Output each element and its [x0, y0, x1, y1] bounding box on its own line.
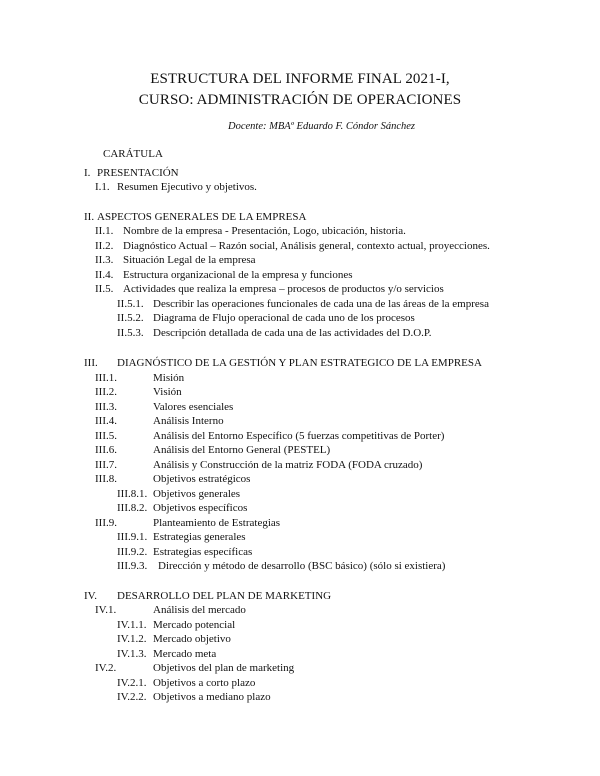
subsection-title: Análisis del mercado: [153, 604, 246, 616]
subsubsection-number: IV.2.2.: [117, 691, 147, 703]
subsection-number: III.7.: [95, 459, 117, 471]
subsection-number: II.4.: [95, 269, 114, 281]
subsection-number: III.1.: [95, 372, 117, 384]
subsubsection-number: III.8.1.: [117, 488, 148, 500]
subsection-title: Análisis del Entorno Específico (5 fuerzas competitivas de Porter): [153, 430, 445, 442]
subsubsection-number: II.5.3.: [117, 327, 144, 339]
section-number: I.: [84, 167, 91, 179]
subsection-number: II.3.: [95, 254, 114, 266]
document-title-line-1: ESTRUCTURA DEL INFORME FINAL 2021-I,: [150, 71, 450, 87]
subsubsection-title: Objetivos generales: [153, 488, 241, 500]
docente-line: Docente: MBAº Eduardo F. Cóndor Sánchez: [228, 121, 415, 132]
subsection-number: II.5.: [95, 283, 114, 295]
subsubsection-title: Diagrama de Flujo operacional de cada uno de los procesos: [153, 312, 415, 324]
subsection-number: III.8.: [95, 473, 117, 485]
subsection-number: III.2.: [95, 386, 117, 398]
subsubsection-number: III.9.3.: [117, 560, 148, 572]
subsection-title: Situación Legal de la empresa: [123, 254, 256, 266]
subsubsection-title: Mercado objetivo: [153, 633, 231, 645]
section-title: ASPECTOS GENERALES DE LA EMPRESA: [97, 211, 307, 223]
subsubsection-title: Objetivos a corto plazo: [153, 677, 256, 689]
section-number: IV.: [84, 590, 97, 602]
subsubsection-number: II.5.2.: [117, 312, 144, 324]
subsubsection-number: III.8.2.: [117, 502, 148, 514]
subsection-title: Nombre de la empresa - Presentación, Logo, ubicación, historia.: [123, 225, 406, 237]
subsubsection-number: IV.2.1.: [117, 677, 147, 689]
subsubsection-number: IV.1.2.: [117, 633, 147, 645]
subsection-number: IV.1.: [95, 604, 117, 616]
section-number: III.: [84, 357, 98, 369]
subsubsection-title: Estrategias específicas: [153, 546, 253, 558]
subsection-title: Visión: [153, 386, 182, 398]
caratula-heading: CARÁTULA: [103, 148, 163, 160]
section-title: DESARROLLO DEL PLAN DE MARKETING: [117, 590, 332, 602]
subsection-number: III.4.: [95, 415, 117, 427]
subsubsection-title: Mercado meta: [153, 648, 217, 660]
subsection-title: Actividades que realiza la empresa – procesos de productos y/o servicios: [123, 283, 444, 295]
subsection-title: Valores esenciales: [153, 401, 234, 413]
subsection-title: Análisis del Entorno General (PESTEL): [153, 444, 331, 456]
subsection-title: Objetivos estratégicos: [153, 473, 251, 485]
subsubsection-title: Mercado potencial: [153, 619, 236, 631]
subsubsection-title: Describir las operaciones funcionales de cada una de las áreas de la empresa: [153, 298, 489, 310]
subsection-title: Diagnóstico Actual – Razón social, Análisis general, contexto actual, proyecciones.: [123, 240, 490, 252]
section-title: PRESENTACIÓN: [97, 167, 179, 179]
subsection-number: III.6.: [95, 444, 117, 456]
subsection-title: Misión: [153, 372, 185, 384]
subsection-title: Estructura organizacional de la empresa y funciones: [123, 269, 353, 281]
subsubsection-number: IV.1.3.: [117, 648, 147, 660]
subsubsection-title: Dirección y método de desarrollo (BSC básico) (sólo si existiera): [158, 560, 446, 572]
subsection-number: II.1.: [95, 225, 114, 237]
subsection-title: Planteamiento de Estrategias: [153, 517, 281, 529]
section-number: II.: [84, 211, 95, 223]
subsection-title: Análisis y Construcción de la matriz FODA (FODA cruzado): [153, 459, 423, 471]
subsubsection-number: III.9.1.: [117, 531, 148, 543]
subsubsection-number: II.5.1.: [117, 298, 144, 310]
subsubsection-title: Descripción detallada de cada una de las actividades del D.O.P.: [153, 327, 432, 339]
subsubsection-title: Estrategias generales: [153, 531, 246, 543]
subsection-number: IV.2.: [95, 662, 117, 674]
subsection-title: Resumen Ejecutivo y objetivos.: [117, 181, 257, 193]
subsubsection-number: III.9.2.: [117, 546, 148, 558]
document-title-line-2: CURSO: ADMINISTRACIÓN DE OPERACIONES: [138, 92, 462, 108]
subsection-number: I.1.: [95, 181, 110, 193]
subsection-title: Objetivos del plan de marketing: [153, 662, 295, 674]
subsubsection-title: Objetivos específicos: [153, 502, 248, 514]
subsection-number: III.5.: [95, 430, 117, 442]
section-title: DIAGNÓSTICO DE LA GESTIÓN Y PLAN ESTRATEGICO DE LA EMPRESA: [117, 357, 482, 369]
subsection-title: Análisis Interno: [153, 415, 224, 427]
subsection-number: III.9.: [95, 517, 117, 529]
subsubsection-title: Objetivos a mediano plazo: [153, 691, 271, 703]
subsection-number: III.3.: [95, 401, 117, 413]
subsubsection-number: IV.1.1.: [117, 619, 147, 631]
subsection-number: II.2.: [95, 240, 114, 252]
